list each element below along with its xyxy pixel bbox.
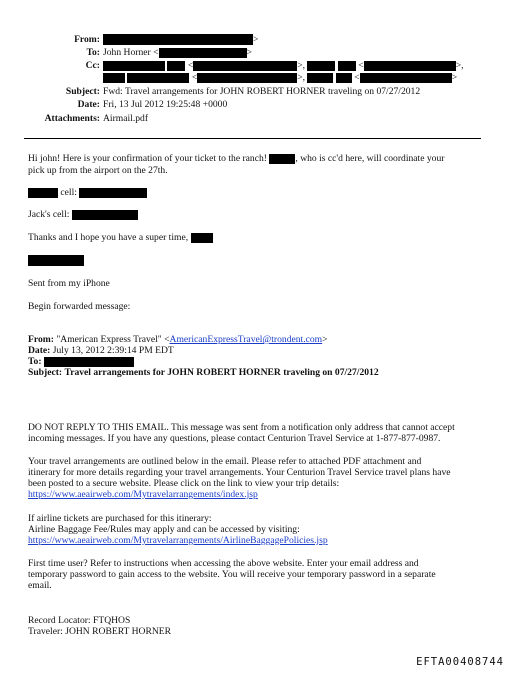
to-value	[103, 47, 252, 58]
greeting-line-1	[28, 153, 488, 164]
from-label: From:	[74, 34, 100, 45]
redaction	[28, 188, 58, 198]
fwd-to-label: To:	[28, 356, 42, 367]
redaction	[307, 73, 333, 83]
fwd-date-label: Date:	[28, 345, 51, 356]
fwd-from-label: From:	[28, 334, 54, 345]
cell-label: cell:	[60, 187, 77, 198]
greeting-text: Hi john! Here is your confirmation of your ticket to the ranch!	[28, 153, 267, 164]
do-not-reply-line-2: incoming messages. If you have any questions, please contact Centurion Travel Service at 1-877-877-0987.	[28, 433, 441, 444]
fwd-from-name: "American Express Travel" <	[56, 334, 170, 345]
record-locator: Record Locator: FTQHOS	[28, 615, 131, 626]
baggage-link-line	[28, 535, 488, 546]
cc-open-bracket: <	[187, 60, 194, 71]
header-subject-row	[0, 86, 512, 98]
header-to-row	[0, 47, 512, 59]
fwd-date-value: July 13, 2012 2:39:14 PM EDT	[52, 345, 174, 356]
airline-line-1: If airline tickets are purchased for this itinerary:	[28, 513, 212, 524]
redaction	[269, 154, 295, 164]
fwd-subject-label: Subject:	[28, 367, 63, 378]
header-attachments-row	[0, 113, 512, 125]
redaction	[79, 188, 147, 198]
cc-value-line-2: < >, < >	[103, 72, 457, 83]
to-label: To:	[86, 47, 100, 58]
jacks-cell-label: Jack's cell:	[28, 209, 70, 220]
subject-label: Subject:	[65, 86, 100, 97]
fwd-from-close: >	[322, 334, 328, 345]
redaction	[191, 233, 213, 243]
first-time-line-1: First time user? Refer to instructions when accessing the above website. Enter your email address and	[28, 558, 419, 569]
arrangements-line-1: Your travel arrangements are outlined below in the email. Please refer to attached PDF attachment and	[28, 456, 422, 467]
fwd-to-line	[28, 356, 488, 367]
fwd-subject-line	[28, 367, 488, 378]
cell-line	[28, 187, 488, 198]
redaction	[360, 73, 452, 83]
redaction	[28, 255, 84, 266]
date-value: Fri, 13 Jul 2012 19:25:48 +0000	[103, 99, 228, 110]
redaction	[103, 61, 165, 71]
first-time-line-2: temporary password to gain access to the website. You will receive your temporary password in a separate	[28, 569, 436, 580]
traveler-name: Traveler: JOHN ROBERT HORNER	[28, 626, 172, 637]
to-close-bracket: >	[246, 47, 252, 58]
greeting-text-2: , who is cc'd here, will coordinate your	[295, 153, 445, 164]
attachments-value[interactable]: Airmail.pdf	[103, 113, 149, 124]
cc-open-bracket: <	[354, 72, 360, 83]
redaction	[193, 61, 297, 71]
redaction	[364, 61, 456, 71]
attachments-label: Attachments:	[44, 113, 100, 124]
cc-value-line-1: < >, < >,	[103, 60, 464, 71]
from-close-bracket: >	[253, 34, 259, 45]
redaction	[159, 48, 247, 58]
redaction	[103, 73, 125, 83]
baggage-policies-link[interactable]: https://www.aeairweb.com/Mytravelarrangements/AirlineBaggagePolicies.jsp	[28, 535, 328, 546]
header-cc-row	[0, 60, 512, 72]
jacks-cell-line	[28, 209, 488, 220]
arrangements-line-3: been posted to a secure website. Please click on the link to view your trip details:	[28, 478, 340, 489]
header-cc-row-2	[0, 72, 512, 84]
fwd-from-email-link[interactable]: AmericanExpressTravel@trondent.com	[169, 334, 323, 345]
redaction	[336, 73, 352, 83]
thanks-line	[28, 232, 488, 243]
header-divider	[24, 138, 481, 139]
signature-redaction	[28, 255, 84, 266]
header-from-row	[0, 34, 512, 46]
redaction	[44, 357, 134, 367]
redaction	[338, 61, 356, 71]
airline-line-2: Airline Baggage Fee/Rules may apply and can be accessed by visiting:	[28, 524, 300, 535]
cc-open-bracket: <	[358, 60, 364, 71]
sent-from-line: Sent from my iPhone	[28, 278, 110, 289]
from-value	[103, 34, 258, 45]
redaction	[307, 61, 335, 71]
trip-link-line	[28, 489, 488, 500]
redaction	[197, 73, 297, 83]
cc-label: Cc:	[85, 60, 100, 71]
subject-value: Fwd: Travel arrangements for JOHN ROBERT HORNER traveling on 07/27/2012	[103, 86, 421, 97]
fwd-from-line	[28, 334, 488, 345]
redaction	[103, 34, 253, 45]
date-label: Date:	[77, 99, 100, 110]
fwd-date-line	[28, 345, 488, 356]
redaction	[127, 73, 189, 83]
redaction	[167, 61, 185, 71]
fwd-subject-value: Travel arrangements for JOHN ROBERT HORNER traveling on 07/27/2012	[64, 367, 379, 378]
first-time-line-3: email.	[28, 580, 52, 591]
document-id: EFTA00408744	[416, 656, 504, 668]
do-not-reply-line-1: DO NOT REPLY TO THIS EMAIL. This message was sent from a notification only address that cannot accept	[28, 422, 455, 433]
begin-forwarded-line: Begin forwarded message:	[28, 301, 131, 312]
trip-details-link[interactable]: https://www.aeairweb.com/Mytravelarrangements/index.jsp	[28, 489, 258, 500]
header-date-row	[0, 99, 512, 111]
redaction	[72, 210, 138, 220]
greeting-line-2: pick up from the airport on the 27th.	[28, 165, 168, 176]
cc-open-bracket: <	[191, 72, 198, 83]
thanks-text: Thanks and I hope you have a super time,	[28, 232, 189, 243]
to-name: John Horner <	[103, 47, 159, 58]
arrangements-line-2: itinerary for more details regarding your travel arrangements. Your Centurion Travel Service travel plans have	[28, 467, 451, 478]
